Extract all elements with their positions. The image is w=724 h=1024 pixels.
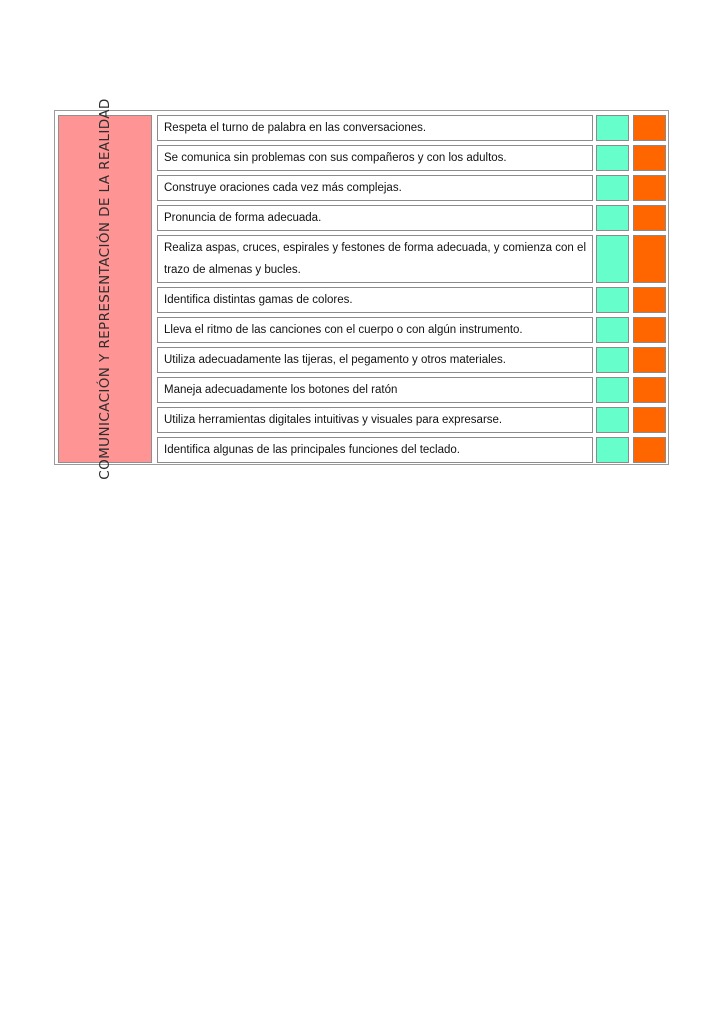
not-achieved-checkbox[interactable]	[633, 287, 666, 313]
not-achieved-checkbox[interactable]	[633, 205, 666, 231]
achieved-checkbox[interactable]	[596, 235, 629, 283]
achieved-checkbox[interactable]	[596, 287, 629, 313]
achieved-checkbox[interactable]	[596, 175, 629, 201]
criterion-text: Maneja adecuadamente los botones del ratón	[164, 384, 398, 396]
not-achieved-checkbox[interactable]	[633, 377, 666, 403]
not-achieved-checkbox[interactable]	[633, 437, 666, 463]
achieved-checkbox[interactable]	[596, 205, 629, 231]
achieved-checkbox[interactable]	[596, 347, 629, 373]
category-cell	[58, 98, 152, 480]
criterion-text: Se comunica sin problemas con sus compañeros y con los adultos.	[164, 152, 507, 164]
criterion-text: Pronuncia de forma adecuada.	[164, 212, 322, 224]
criterion-row	[157, 317, 593, 343]
not-achieved-checkbox[interactable]	[633, 347, 666, 373]
criterion-row	[157, 235, 593, 283]
criterion-text: Identifica distintas gamas de colores.	[164, 294, 353, 306]
achieved-checkbox[interactable]	[596, 115, 629, 141]
criterion-row	[157, 287, 593, 313]
criterion-text: Lleva el ritmo de las canciones con el cuerpo o con algún instrumento.	[164, 324, 523, 336]
not-achieved-checkbox[interactable]	[633, 175, 666, 201]
not-achieved-checkbox[interactable]	[633, 145, 666, 171]
not-achieved-checkbox[interactable]	[633, 235, 666, 283]
criterion-text: Identifica algunas de las principales funciones del teclado.	[164, 444, 460, 456]
achieved-checkbox[interactable]	[596, 317, 629, 343]
achieved-checkbox[interactable]	[596, 437, 629, 463]
not-achieved-checkbox[interactable]	[633, 115, 666, 141]
category-label: COMUNICACIÓN Y REPRESENTACIÓN DE LA REALIDAD	[97, 98, 113, 480]
criterion-row	[157, 115, 593, 141]
achieved-checkbox[interactable]	[596, 407, 629, 433]
criterion-row	[157, 145, 593, 171]
achieved-checkbox[interactable]	[596, 377, 629, 403]
criterion-text: Respeta el turno de palabra en las conversaciones.	[164, 122, 427, 134]
criterion-text: Utiliza herramientas digitales intuitivas y visuales para expresarse.	[164, 414, 503, 426]
criterion-text: Utiliza adecuadamente las tijeras, el pegamento y otros materiales.	[164, 354, 506, 366]
criterion-text: Construye oraciones cada vez más complejas.	[164, 182, 402, 194]
criterion-row	[157, 407, 593, 433]
criterion-row	[157, 437, 593, 463]
criterion-row	[157, 205, 593, 231]
not-achieved-checkbox[interactable]	[633, 407, 666, 433]
criterion-row	[157, 377, 593, 403]
not-achieved-checkbox[interactable]	[633, 317, 666, 343]
achieved-checkbox[interactable]	[596, 145, 629, 171]
criterion-text: Realiza aspas, cruces, espirales y festones de forma adecuada, y comienza con el trazo de almenas y bucles.	[164, 242, 586, 276]
criterion-row	[157, 347, 593, 373]
criterion-row	[157, 175, 593, 201]
